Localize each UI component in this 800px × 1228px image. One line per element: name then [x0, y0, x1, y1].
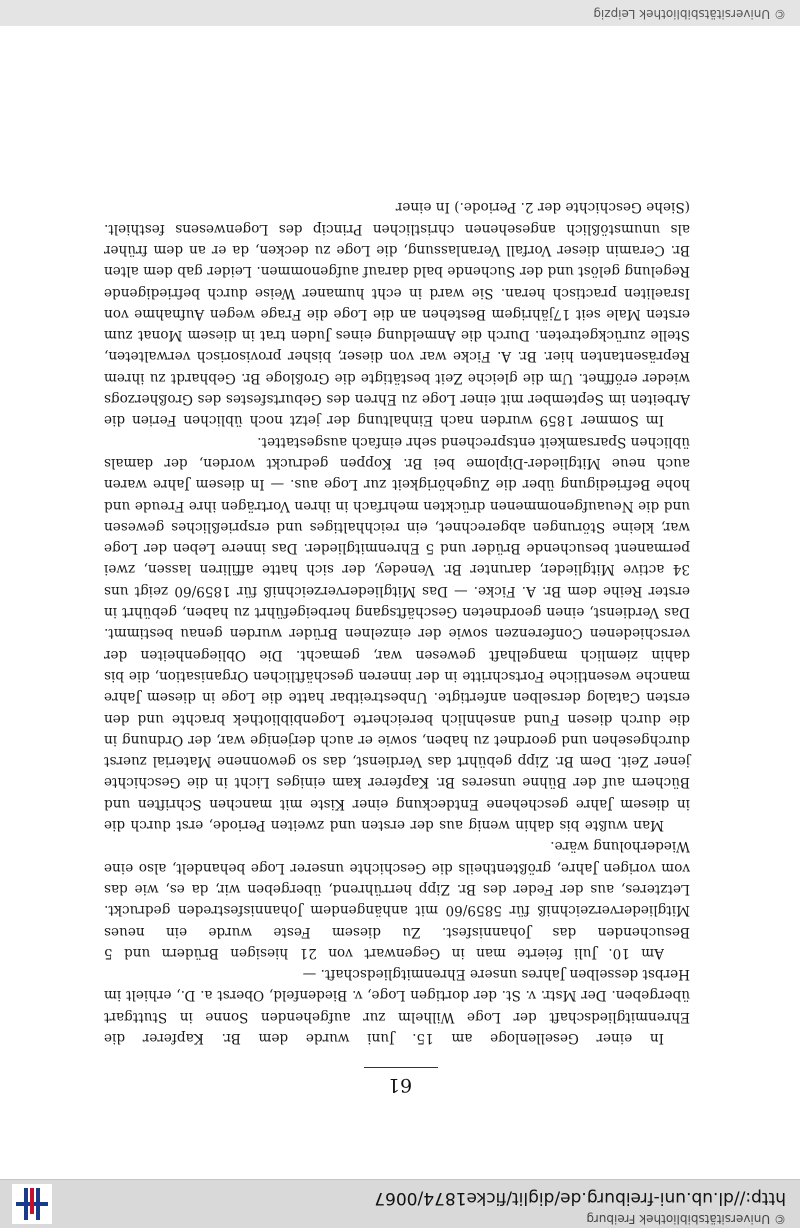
paragraph: Im Sommer 1859 wurden nach Einhaltung der jetzt noch üblichen Ferien die Arbeiten im September mit einer Loge zu Ehren des Geburtsfestes des Großherzogs wieder eröffnet. Um die gleiche Zeit bestätigte die Großloge Br. Gebhardt zu ihrem Repräsentanten hier. Br. A. Ficke war von dieser, bisher provisorisch verwalteten, Stelle zurückgetreten. Durch die Anmeldung eines Juden trat in diesem Monat zum ersten Male seit 17jährigem Bestehen an die Loge die Frage wegen Aufnahme von Israeliten practisch heran. Sie ward in echt humaner Weise durch befriedigende Regelung gelöst und der Suchende bald darauf aufgenommen. Leider gab dem alten Br. Ceramin dieser Vorfall Veranlassung, die Loge zu decken, da er an dem früher als unumstößlich angesehenen christlichen Princip des Logenwesens festhielt. (Siehe Geschichte der 2. Periode.) In einer — [104, 199, 690, 429]
library-logo-icon — [12, 1184, 52, 1224]
paragraph: Man wußte bis dahin wenig aus der ersten und zweiten Periode, erst durch die in diesem Jahre geschehene Entdeckung einer Kiste mit manchen Schriften und Büchern auf der Bühne unseres Br. Kapferer kam einiges Licht in die Geschichte jener Zeit. Dem Br. Zipp gebührt das Verdienst, das so gewonnene Material zuerst durchgesehen und geordnet zu haben, sowie er auch derjenige war, der Ordnung in die durch diesen Fund ansehnlich bereicherte Logenbibliothek brachte und den ersten Catalog derselben anfertigte. Unbestreitbar hatte die Loge in diesem Jahre manche wesentliche Fortschritte in der inneren geschäftlichen Organisation, die bis dahin ziemlich mangelhaft gewesen war, gemacht. Die Obliegenheiten der verschiedenen Conferenzen sowie der einzelnen Brüder wurden genau bestimmt. Das Verdienst, einen geordneten Geschäftsgang herbeigeführt zu haben, gebührt in erster Reihe dem Br. A. Ficke. — Das Mitgliederverzeichniß für 1859/60 zeigt uns 34 active Mitglieder, darunter Br. Venedey, der sich hatte affiliren lassen, zwei permanent besuchende Brüder und 5 Ehrenmitglieder. Das innere Leben der Loge war, kleine Störungen abgerechnet, ein reichhaltiges und ersprießliches gewesen und die Neuaufgenommenen drückten mehrfach in ihren Vorträgen ihre Freude und hohe Befriedigung über die Zugehörigkeit zur Loge aus. — In diesem Jahre waren auch neue Mitglieder-Diplome bei Br. Koppen gedruckt worden, der damals üblichen Sparsamkeit entsprechend sehr einfach ausgestattet. — [104, 433, 690, 834]
page-url[interactable]: http://dl.ub.uni-freiburg.de/diglit/ficke1874/0067 — [374, 1188, 786, 1208]
library-credit: © Universitätsbibliothek Freiburg — [586, 1212, 786, 1226]
paragraph: Am 10. Juli feierte man in Gegenwart von 21 hiesigen Brüdern und 5 Besuchenden das Johannisfest. Zu diesem Feste wurde ein neues Mitgliederverzeichniß für 5859/60 mit anhängendem Johannisfestreden gedruckt. Letzteres, aus der Feder des Br. Zipp herrührend, übergeben wir, da es, wie das vom vorigen Jahre, größtentheils die Geschichte unserer Loge behandelt, also eine Wiederholung wäre. — [104, 838, 690, 961]
page-body-text — [104, 196, 690, 1048]
page-number-rule — [364, 1067, 438, 1068]
bottom-library-credit: © Universitätsbibliothek Leipzig — [593, 7, 786, 21]
viewer-top-bar — [0, 1179, 800, 1228]
page-number: 61 — [387, 1074, 413, 1096]
viewer-bottom-bar — [0, 0, 800, 26]
paragraph: In einer Gesellenloge am 15. Juni wurde dem Br. Kapferer die Ehrenmitgliedschaft der Loge Wilhelm zur aufgehenden Sonne in Stuttgart übergeben. Der Mstr. v. St. der dortigen Loge, v. Biedenfeld, Oberst a. D., erhielt im Herbst desselben Jahres unsere Ehrenmitgliedschaft. — — [104, 966, 690, 1046]
